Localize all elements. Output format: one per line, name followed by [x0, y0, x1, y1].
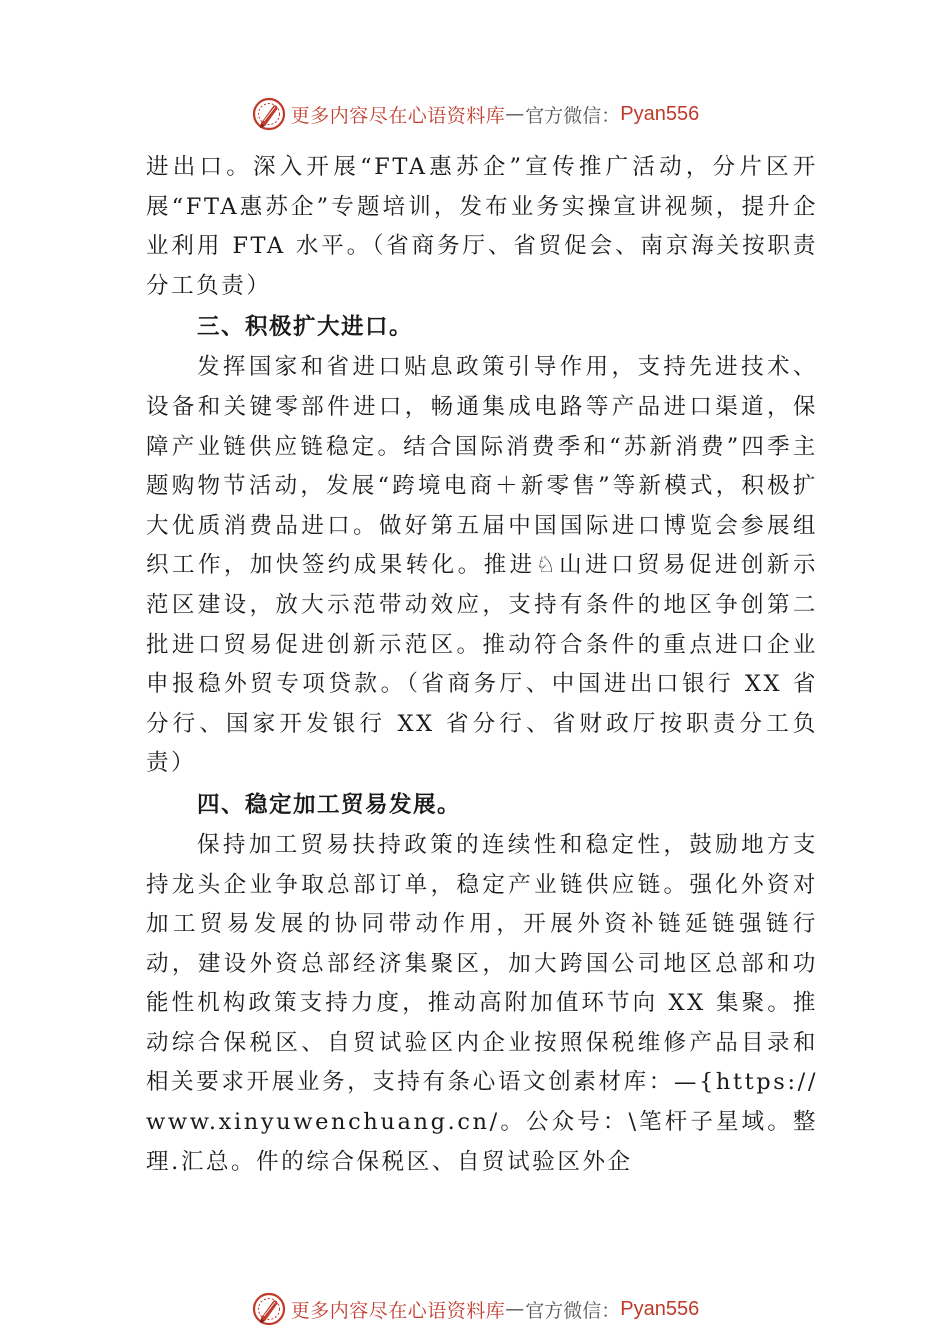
footer-brand-text: 更多内容尽在心语资料库	[290, 1299, 506, 1322]
footer-account-id: Pyan556	[620, 1297, 700, 1320]
section-4-paragraph: 保持加工贸易扶持政策的连续性和稳定性，鼓励地方支持龙头企业争取总部订单，稳定产业链供应链。强化外资对加工贸易发展的协同带动作用，开展外资补链延链强链行动，建设外资总部经济集聚区，加大跨国公司地区总部和功能性机构政策支持力度，推动高附加值环节向 XX 集聚。推动综合保税区、自贸试验区内企业按照保税维修产品目录和相关要求开展业务，支持有条心语文创素材库：—{https://www.xinyuwenchuang.cn/。公众号：\笔杆子星域。整理.汇总。件的综合保税区、自贸试验区外企	[146, 831, 818, 1175]
section-3-paragraph: 发挥国家和省进口贴息政策引导作用，支持先进技术、设备和关键零部件进口，畅通集成电路等产品进口渠道，保障产业链供应链稳定。结合国际消费季和“苏新消费”四季主题购物节活动，发展“跨境电商＋新零售”等新模式，积极扩大优质消费品进口。做好第五届中国国际进口博览会参展组织工作，加快签约成果转化。推进♘山进口贸易促进创新示范区建设，放大示范带动效应，支持有条件的地区争创第二批进口贸易促进创新示范区。推动符合条件的重点进口企业申报稳外贸专项贷款。（省商务厅、中国进出口银行 XX 省分行、国家开发银行 XX 省分行、省财政厅按职责分工负责）	[146, 354, 818, 777]
pen-seal-logo-icon	[251, 96, 287, 132]
footer-banner	[0, 1289, 950, 1329]
document-body	[146, 148, 818, 1182]
header-wechat-label: 官方微信：	[525, 104, 621, 127]
footer-wechat-label: 官方微信：	[525, 1299, 621, 1322]
header-brand-text: 更多内容尽在心语资料库	[290, 104, 506, 127]
pen-seal-logo-icon	[251, 1291, 287, 1327]
header-banner	[0, 94, 950, 134]
header-separator: —	[505, 103, 526, 125]
intro-paragraph: 进出口。深入开展“FTA惠苏企”宣传推广活动，分片区开展“FTA惠苏企”专题培训，发布业务实操宣讲视频，提升企业利用 FTA 水平。（省商务厅、省贸促会、南京海关按职责分工负责）	[146, 154, 818, 299]
section-3-heading: 三、积极扩大进口。	[197, 314, 414, 341]
header-account-id: Pyan556	[620, 102, 700, 125]
footer-separator: —	[505, 1298, 526, 1320]
section-4-heading: 四、稳定加工贸易发展。	[197, 791, 462, 818]
